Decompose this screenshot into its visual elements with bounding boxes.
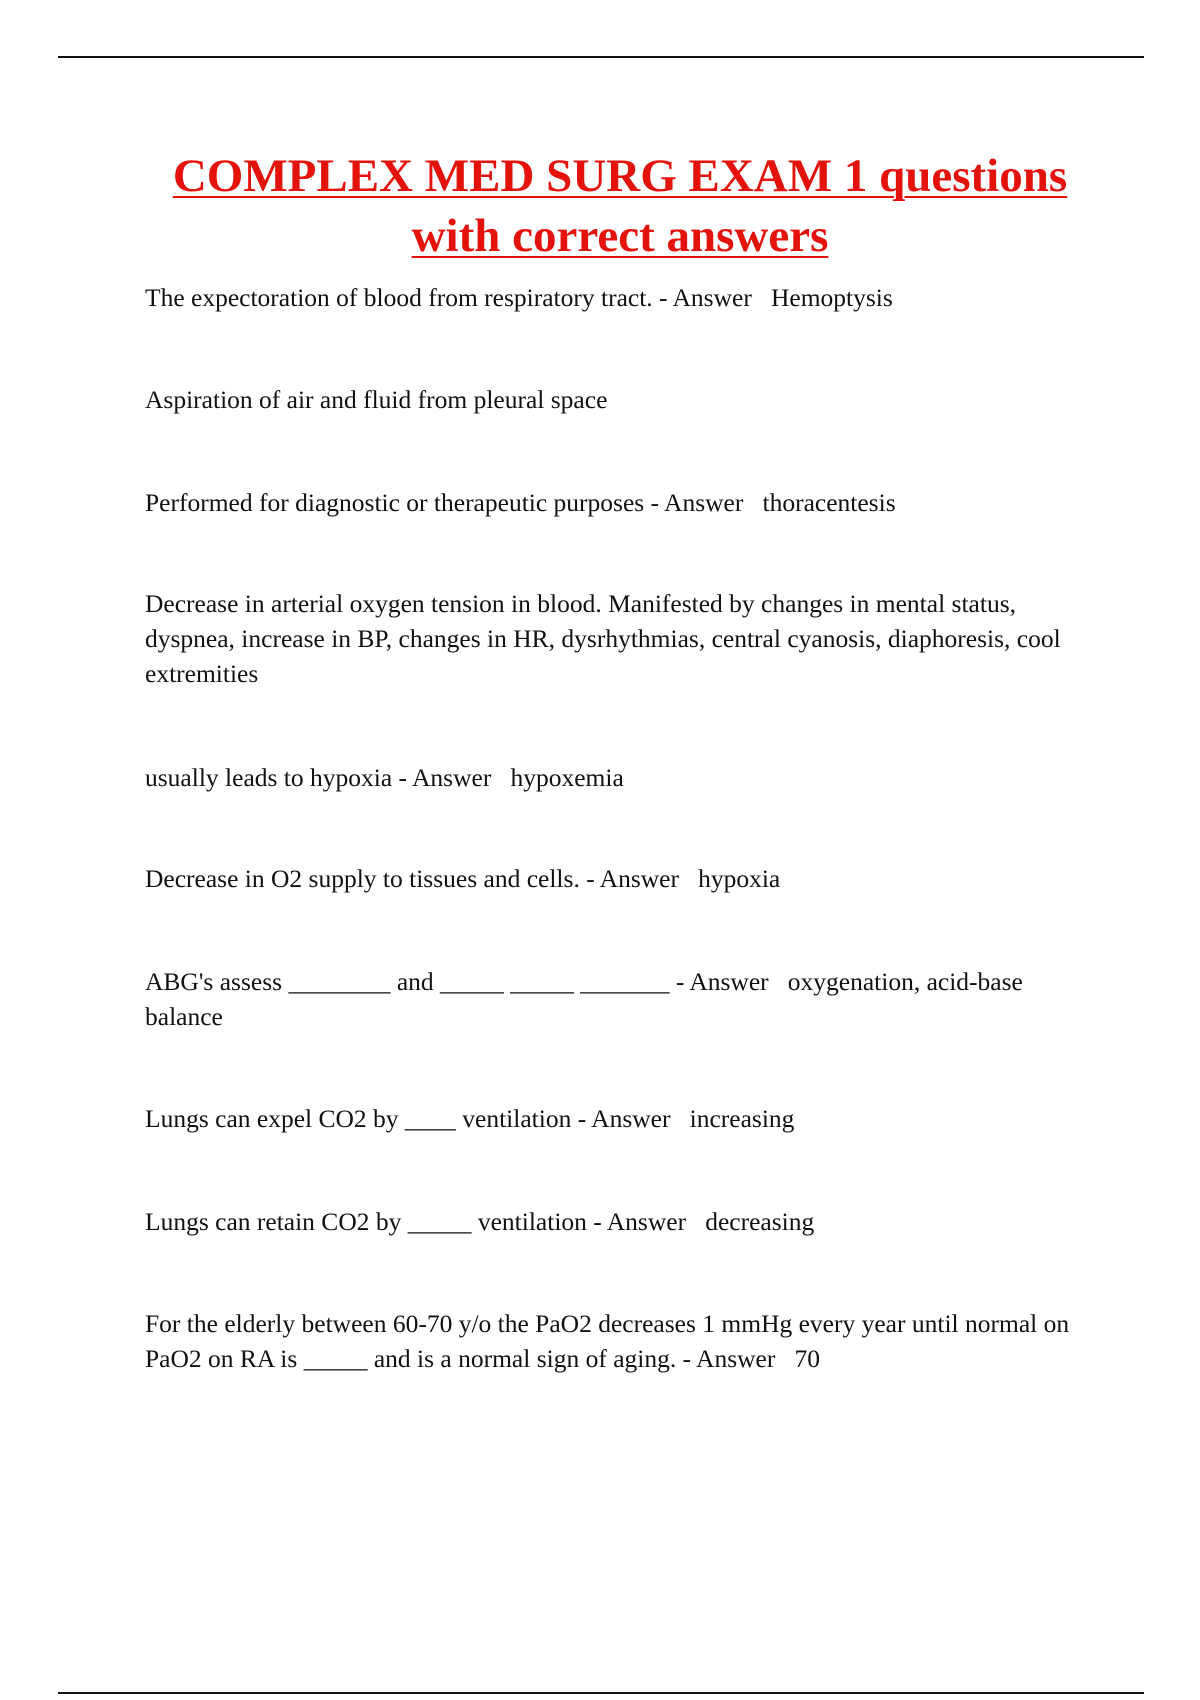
qa-item bbox=[145, 861, 1095, 896]
qa-item bbox=[145, 382, 1095, 417]
document-title bbox=[100, 146, 1140, 266]
answer-text: decreasing bbox=[705, 1207, 815, 1236]
answer-text: oxygenation, acid-base balance bbox=[145, 967, 1023, 1031]
qa-item bbox=[145, 1306, 1095, 1376]
qa-item bbox=[145, 280, 1095, 315]
answer-text: 70 bbox=[794, 1344, 820, 1373]
answer-text: increasing bbox=[689, 1104, 795, 1133]
answer-text: Hemoptysis bbox=[770, 283, 893, 312]
question-text: For the elderly between 60-70 y/o the PaO2 decreases 1 mmHg every year until normal on PaO2 on RA is _____ and is a normal sign of aging. - Answer bbox=[145, 1309, 1070, 1373]
title-line-1: COMPLEX MED SURG EXAM 1 questions bbox=[172, 150, 1068, 202]
qa-item bbox=[145, 485, 1095, 520]
qa-item bbox=[145, 1204, 1095, 1239]
answer-text: thoracentesis bbox=[762, 488, 896, 517]
question-text: Decrease in O2 supply to tissues and cells. - Answer bbox=[145, 864, 679, 893]
answer-text: hypoxia bbox=[698, 864, 781, 893]
answer-text: hypoxemia bbox=[510, 763, 624, 792]
bottom-rule bbox=[58, 1692, 1144, 1694]
qa-item bbox=[145, 586, 1095, 691]
question-text: ABG's assess ________ and _____ _____ _______ - Answer bbox=[145, 967, 769, 996]
question-text: usually leads to hypoxia - Answer bbox=[145, 763, 492, 792]
qa-item bbox=[145, 760, 1095, 795]
question-text: Decrease in arterial oxygen tension in blood. Manifested by changes in mental status, dyspnea, increase in BP, changes in HR, dysrhythmias, central cyanosis, diaphoresis, cool extremities bbox=[145, 589, 1061, 688]
qa-item bbox=[145, 1101, 1095, 1136]
question-text: Performed for diagnostic or therapeutic purposes - Answer bbox=[145, 488, 744, 517]
question-text: Aspiration of air and fluid from pleural space bbox=[145, 385, 608, 414]
top-rule bbox=[58, 56, 1144, 58]
question-text: Lungs can retain CO2 by _____ ventilation - Answer bbox=[145, 1207, 687, 1236]
qa-item bbox=[145, 964, 1095, 1034]
question-text: The expectoration of blood from respiratory tract. - Answer bbox=[145, 283, 752, 312]
question-text: Lungs can expel CO2 by ____ ventilation - Answer bbox=[145, 1104, 671, 1133]
title-line-2: with correct answers bbox=[411, 210, 829, 262]
